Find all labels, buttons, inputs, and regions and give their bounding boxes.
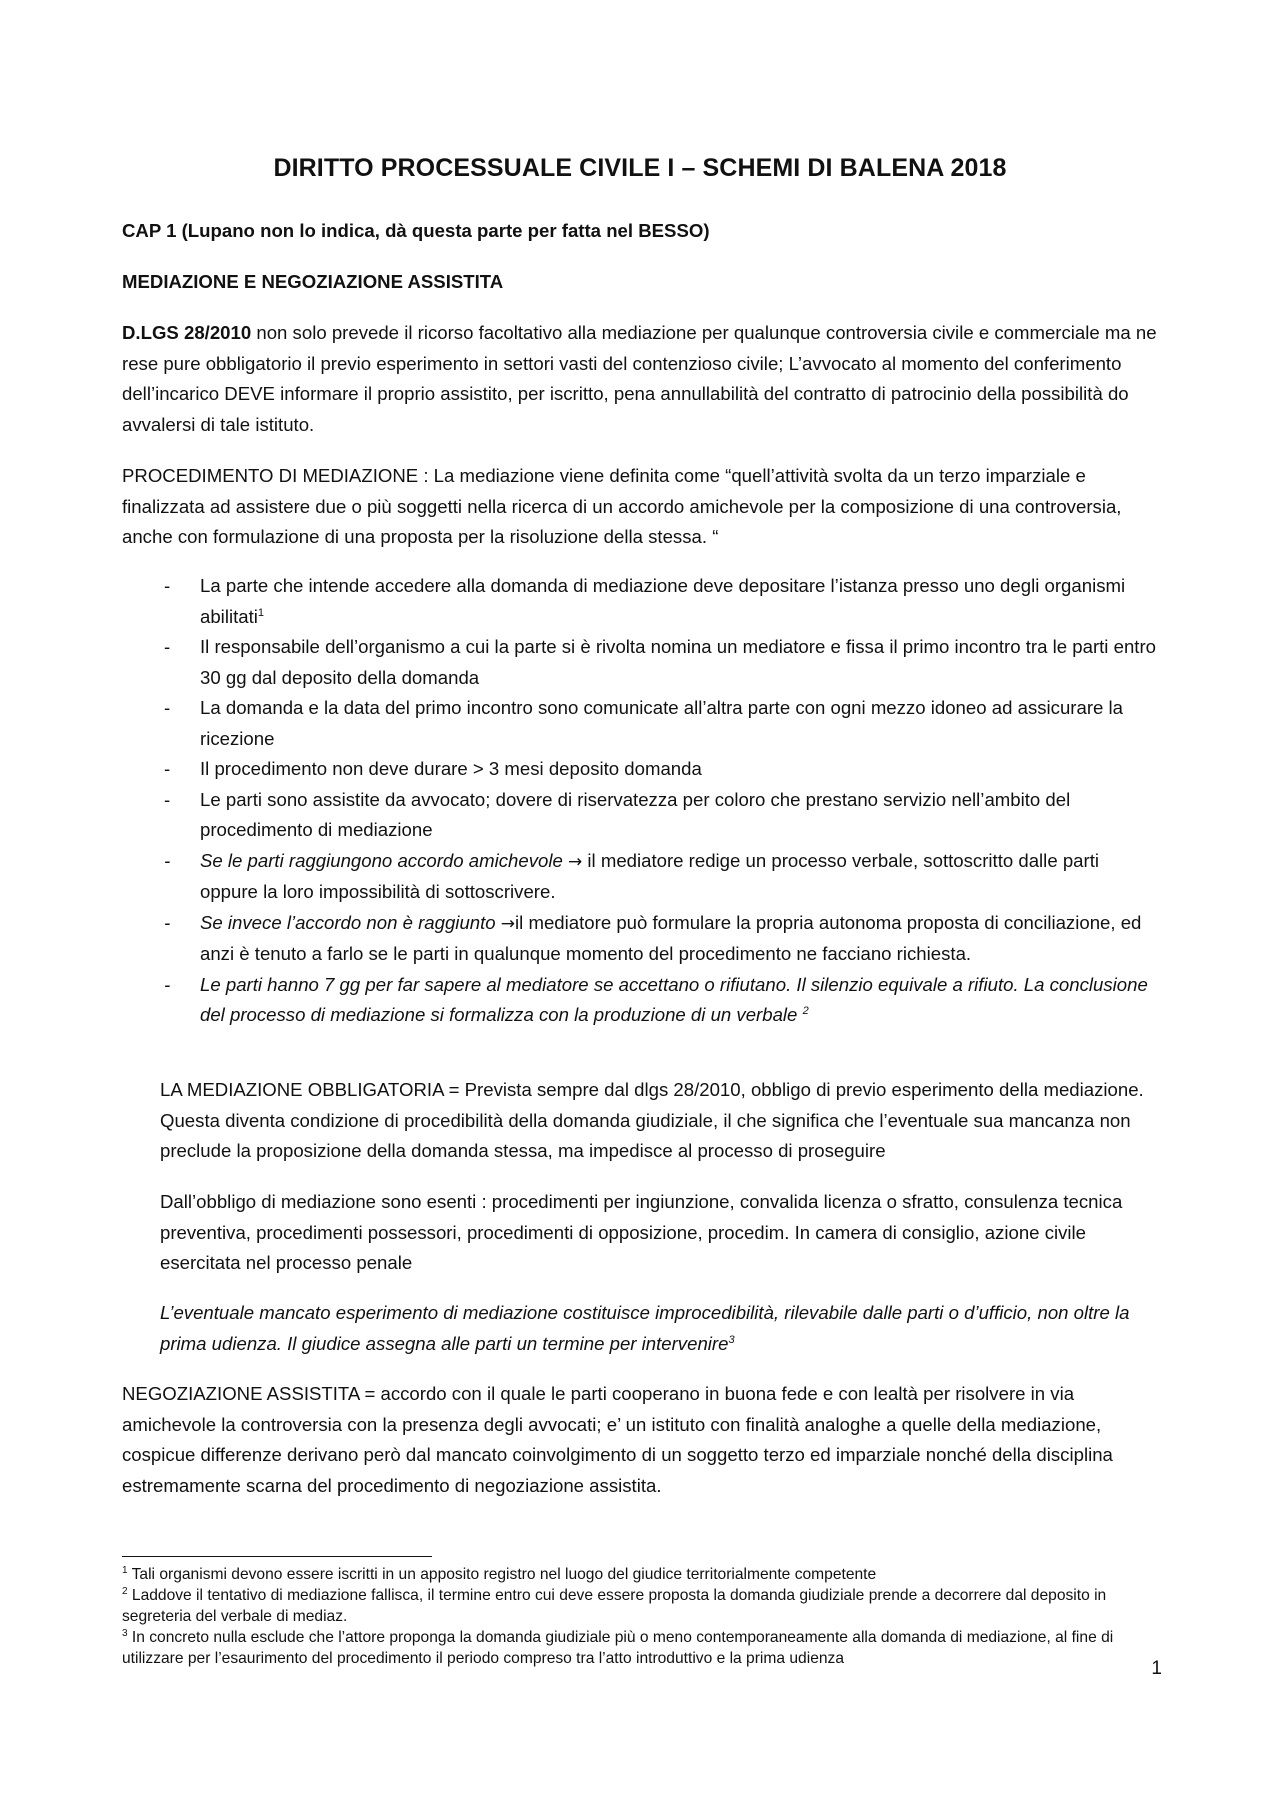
list-dash: - <box>164 973 171 995</box>
intro-paragraph <box>122 318 1162 440</box>
esenti-paragraph: Dall’obbligo di mediazione sono esenti : procedimenti per ingiunzione, convalida licenza o sfratto, consulenza tecnica preventiva, procedimenti possessori, procedimenti di opposizione, procedim. In camera di consiglio, azione civile esercitata nel processo penale <box>160 1191 1123 1273</box>
list-item-text: Il procedimento non deve durare > 3 mesi deposito domanda <box>200 758 702 779</box>
arrow-right-icon: → <box>500 913 516 934</box>
steps-list <box>122 571 1162 1031</box>
obbligatoria-paragraph: LA MEDIAZIONE OBBLIGATORIA = Prevista sempre dal dlgs 28/2010, obbligo di previo esperimento della mediazione. Questa diventa condizione di procedibilità della domanda giudiziale, il che significa che l’eventuale sua mancanza non preclude la proposizione della domanda stessa, ma impedisce al processo di proseguire <box>160 1079 1144 1161</box>
section-heading: MEDIAZIONE E NEGOZIAZIONE ASSISTITA <box>122 271 504 292</box>
list-item-text: il mediatore può formulare la propria autonoma proposta di conciliazione, ed anzi è tenuto a farlo se le parti in qualunque momento del procedimento ne facciano richiesta. <box>200 911 1142 964</box>
list-dash: - <box>164 849 171 871</box>
list-item <box>122 785 1162 846</box>
footnote-ref: 1 <box>257 606 265 619</box>
list-item-text: Il responsabile dell’organismo a cui la parte si è rivolta nomina un mediatore e fissa il primo incontro tra le parti entro 30 gg dal deposito della domanda <box>200 636 1156 688</box>
procedimento-paragraph: PROCEDIMENTO DI MEDIAZIONE : La mediazione viene definita come “quell’attività svolta da un terzo imparziale e finalizzata ad assistere due o più soggetti nella ricerca di un accordo amichevole per la composizione di una controversia, anche con formulazione di una proposta per la risoluzione della stessa. “ <box>122 465 1122 547</box>
list-dash: - <box>164 758 171 779</box>
footnote-number: 1 <box>122 1565 128 1576</box>
list-dash: - <box>164 911 171 933</box>
footnote-number: 3 <box>122 1628 128 1639</box>
improcedibilita-paragraph <box>160 1298 1162 1359</box>
list-item <box>122 632 1162 693</box>
list-item <box>122 908 1162 970</box>
footnote-text: Tali organismi devono essere iscritti in un apposito registro nel luogo del giudice territorialmente competente <box>127 1566 877 1583</box>
improcedibilita-text: L’eventuale mancato esperimento di mediazione costituisce improcedibilità, rilevabile dalle parti o d’ufficio, non oltre la prima udienza. Il giudice assegna alle parti un termine per intervenire <box>160 1302 1130 1354</box>
intro-lead: D.LGS 28/2010 <box>122 322 252 343</box>
footnote-text: In concreto nulla esclude che l’attore proponga la domanda giudiziale più o meno contemporaneamente alla domanda di mediazione, al fine di utilizzare per l’esaurimento del procedimento il periodo compreso tra l’atto introduttivo e la prima udienza <box>122 1629 1114 1667</box>
list-dash: - <box>164 575 171 596</box>
list-dash: - <box>164 697 171 718</box>
list-item <box>122 693 1162 754</box>
list-item-text: Le parti sono assistite da avvocato; dovere di riservatezza per coloro che prestano servizio nell’ambito del procedimento di mediazione <box>200 788 1071 840</box>
list-dash: - <box>164 636 171 657</box>
footnote-ref: 3 <box>728 1333 735 1346</box>
footnote-text: Laddove il tentativo di mediazione fallisca, il termine entro cui deve essere proposta la domanda giudiziale prende a decorrere dal deposito in segreteria del verbale di mediaz. <box>122 1587 1107 1625</box>
list-item <box>122 754 1162 785</box>
list-item-italic: Le parti hanno 7 gg per far sapere al mediatore se accettano o rifiutano. Il silenzio equivale a rifiuto. La conclusione del processo di mediazione si formalizza con la produzione di un verbale <box>200 973 1148 1025</box>
footnote-separator <box>122 1556 432 1557</box>
list-item-italic: Se invece l’accordo non è raggiunto <box>200 911 501 933</box>
negoziazione-paragraph: NEGOZIAZIONE ASSISTITA = accordo con il quale le parti cooperano in buona fede e con lealtà per risolvere in via amichevole la controversia con la presenza degli avvocati; e’ un istituto con finalità analoghe a quelle della mediazione, cospicue differenze derivano però dal mancato coinvolgimento di un soggetto terzo ed imparziale nonché della disciplina estremamente scarna del procedimento di negoziazione assistita. <box>122 1383 1113 1496</box>
list-item-italic: Se le parti raggiungono accordo amichevole <box>200 849 568 871</box>
list-dash: - <box>164 788 171 810</box>
footnote-ref: 2 <box>802 1005 809 1017</box>
footnote <box>122 1627 1162 1669</box>
chapter-heading: CAP 1 (Lupano non lo indica, dà questa parte per fatta nel BESSO) <box>122 220 710 241</box>
footnote-number: 2 <box>122 1586 128 1597</box>
intro-text: non solo prevede il ricorso facoltativo alla mediazione per qualunque controversia civile e commerciale ma ne rese pure obbligatorio il previo esperimento in settori vasti del contenzioso civile; L’avvocato al momento del conferimento dell’incarico DEVE informare il proprio assistito, per iscritto, pena annullabilità del contratto di patrocinio della possibilità do avvalersi di tale istituto. <box>122 322 1157 435</box>
document-title: DIRITTO PROCESSUALE CIVILE I – SCHEMI DI BALENA 2018 <box>273 154 1007 182</box>
list-item-text: La parte che intende accedere alla domanda di mediazione deve depositare l’istanza presso uno degli organismi abilitati <box>200 575 1126 627</box>
page-number: 1 <box>1151 1658 1162 1679</box>
footnote <box>122 1585 1162 1627</box>
list-item-text: La domanda e la data del primo incontro sono comunicate all’altra parte con ogni mezzo idoneo ad assicurare la ricezione <box>200 697 1124 749</box>
list-item <box>122 571 1162 632</box>
list-item <box>122 846 1162 908</box>
arrow-right-icon: → <box>567 851 583 872</box>
steps-list-container <box>122 571 1162 1031</box>
list-item <box>122 970 1162 1031</box>
footnotes <box>122 1564 1162 1669</box>
list-item-text: il mediatore redige un processo verbale, sottoscritto dalle parti oppure la loro impossibilità di sottoscrivere. <box>200 849 1099 902</box>
footnote <box>122 1564 1162 1585</box>
